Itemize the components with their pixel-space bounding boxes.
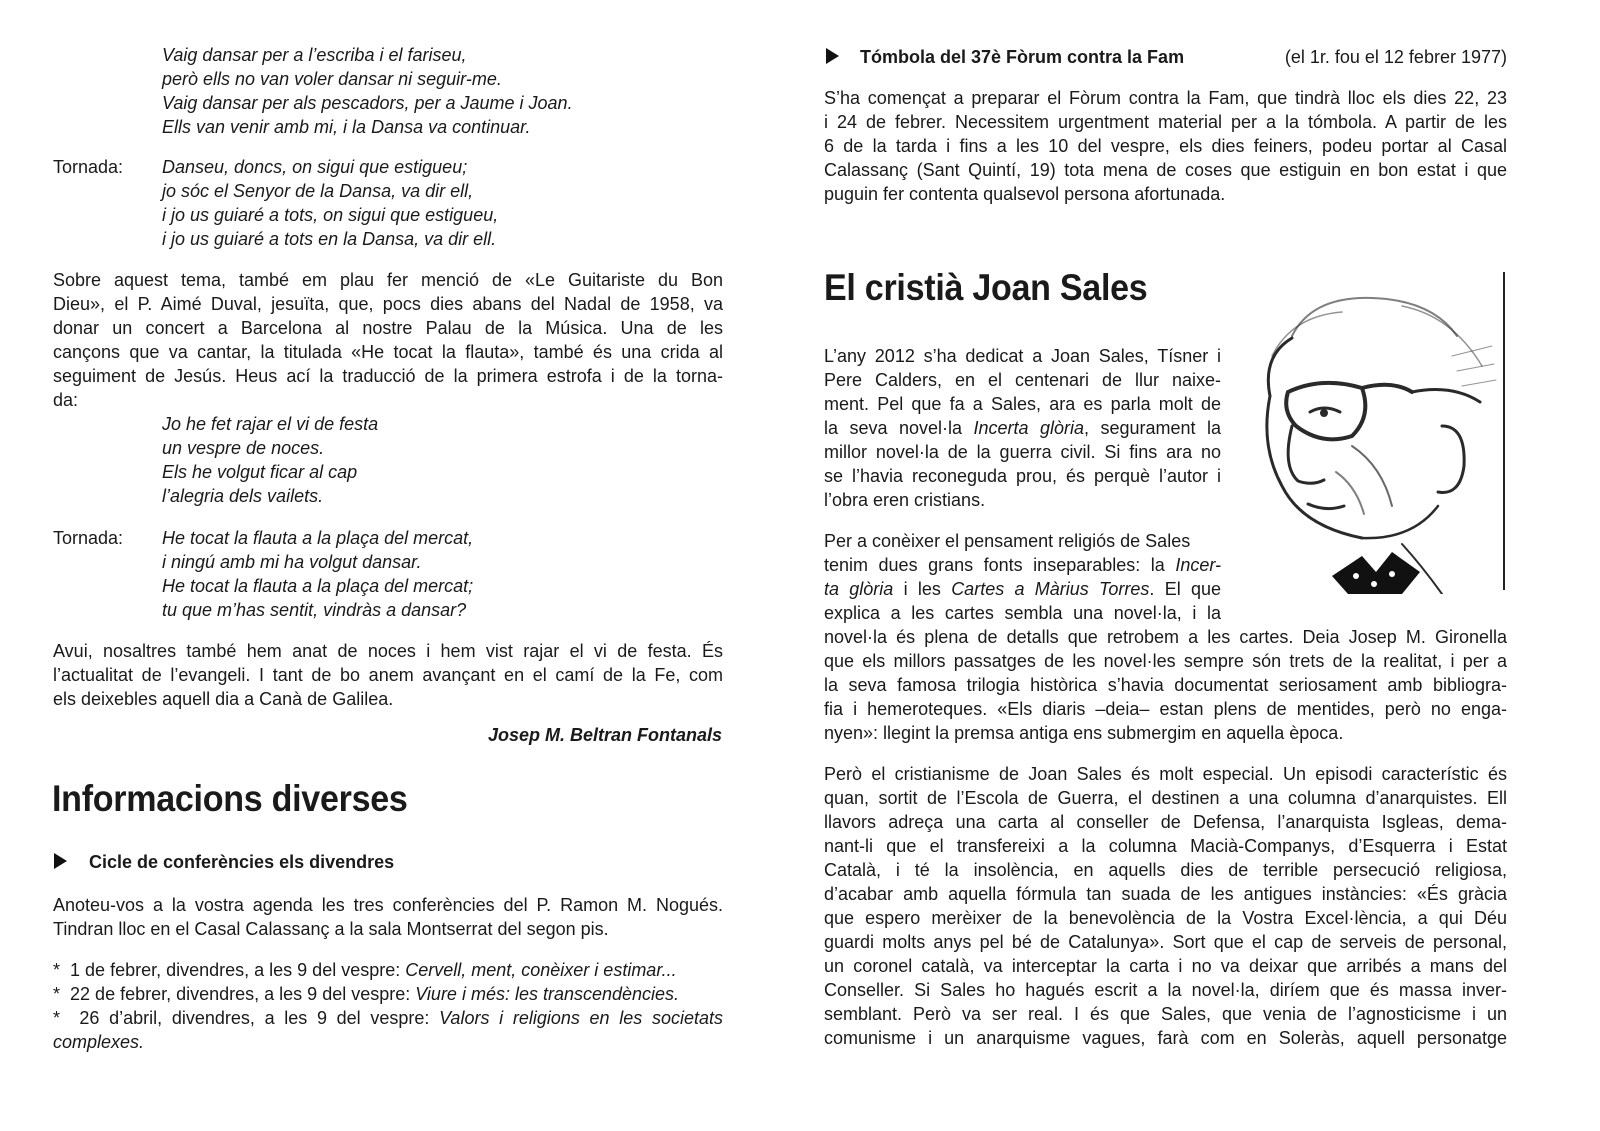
paragraph-line: Però el cristianisme de Joan Sales és molt especial. Un episodi característic és <box>824 764 1507 784</box>
paragraph-line: els deixebles aquell dia a Canà de Galilea. <box>53 689 394 709</box>
verse-line: Vaig dansar per a l’escriba i el fariseu, <box>162 45 467 65</box>
paragraph-line: l’actualitat de l’evangeli. I tant de bo anem avançant en el camí de la Fe, com <box>53 665 723 685</box>
paragraph-line: millor novel·la de la guerra civil. Si fins ara no <box>824 442 1221 462</box>
verse-line: i jo us guiaré a tots, on sigui que estigueu, <box>162 205 499 225</box>
list-item-continuation: complexes. <box>53 1032 145 1052</box>
portrait-sketch <box>1252 276 1500 594</box>
bullet-mark: * <box>53 1008 61 1028</box>
list-item <box>53 983 723 1005</box>
paragraph-line: da: <box>53 390 79 410</box>
paragraph-line: Tindran lloc en el Casal Calassanç a la sala Montserrat del segon pis. <box>53 919 609 939</box>
paragraph-line: nyen»: llegint la premsa antiga ens submergim en aquella època. <box>824 723 1344 743</box>
paragraph-line: S’ha començat a preparar el Fòrum contra la Fam, que tindrà lloc els dies 22, 23 <box>824 88 1507 108</box>
text-run: i les <box>893 579 952 599</box>
verse-line: i ningú amb mi ha volgut dansar. <box>162 552 422 572</box>
bullet-mark: * <box>53 960 61 980</box>
portrait-photo <box>1252 276 1500 594</box>
paragraph-line <box>824 578 1221 600</box>
text-run: la seva novel·la <box>824 418 974 438</box>
arrow-right-icon <box>54 853 67 869</box>
text-run: tenim dues grans fonts inseparables: la <box>824 555 1176 575</box>
verse-line: l’alegria dels vailets. <box>162 486 324 506</box>
paragraph-line: Conseller. Si Sales ho hagués escrit a la novel·la, diríem que és massa inver- <box>824 980 1507 1000</box>
paragraph-line: semblant. Però va ser real. I és que Sales, que venia de l’agnosticisme i un <box>824 1004 1507 1024</box>
paragraph-line: i 24 de febrer. Necessitem urgentment material per a la tómbola. A partir de les <box>824 112 1507 132</box>
bullet-title: Cervell, ment, conèixer i estimar... <box>405 960 677 980</box>
photo-frame-rule <box>1503 272 1505 590</box>
section-title: Informacions diverses <box>52 778 408 819</box>
paragraph-line: guardi molts anys pel bé de Catalunya». Sort que el cap de serveis de personal, <box>824 932 1507 952</box>
verse-line: Jo he fet rajar el vi de festa <box>162 414 379 434</box>
paragraph-line: Català, i té la insolència, en aquells dies de terrible persecució religiosa, <box>824 860 1507 880</box>
cicle-heading: Cicle de conferències els divendres <box>89 852 395 872</box>
book-title: Incerta glòria <box>973 418 1084 438</box>
paragraph-line: cançons que va cantar, la titulada «He tocat la flauta», també és una crida al <box>53 342 723 362</box>
paragraph-line: se l’havia reconeguda prou, és perquè l’autor i <box>824 466 1221 486</box>
article-title: El cristià Joan Sales <box>824 267 1148 308</box>
bullet-text: 1 de febrer, divendres, a les 9 del vespre: <box>70 960 406 980</box>
verse-line: Els he volgut ficar al cap <box>162 462 358 482</box>
bullet-text: 26 d’abril, divendres, a les 9 del vespre: <box>79 1008 440 1028</box>
book-title: ta glòria <box>824 579 894 599</box>
paragraph-line: Anoteu-vos a la vostra agenda les tres conferències del P. Ramon M. Nogués. <box>53 895 723 915</box>
paragraph-line: Dieu», el P. Aimé Duval, jesuïta, que, pocs dies abans del Nadal de 1958, va <box>53 294 723 314</box>
paragraph-line: novel·la és plena de detalls que retrobem a les cartes. Deia Josep M. Gironella <box>824 627 1507 647</box>
verse-line: Ells van venir amb mi, i la Dansa va continuar. <box>162 117 531 137</box>
book-title: Incer- <box>1175 555 1221 575</box>
paragraph-line: Avui, nosaltres també hem anat de noces i hem vist rajar el vi de festa. És <box>53 641 723 661</box>
verse-line: i jo us guiaré a tots en la Dansa, va dir ell. <box>162 229 497 249</box>
verse-line: Vaig dansar per als pescadors, per a Jaume i Joan. <box>162 93 573 113</box>
verse-line: tu que m’has sentit, vindràs a dansar? <box>162 600 467 620</box>
verse-line: un vespre de noces. <box>162 438 325 458</box>
paragraph-line <box>824 554 1221 576</box>
list-item <box>53 1007 723 1029</box>
paragraph-line: comunisme i un anarquisme vagues, farà com en Soleràs, aquell personatge <box>824 1028 1507 1048</box>
book-title: Cartes a Màrius Torres <box>951 579 1150 599</box>
paragraph-line: llavors adreça una carta al conseller de Defensa, l’anarquista Isgleas, dema- <box>824 812 1507 832</box>
paragraph-line: la seva famosa trilogia històrica s’havia documentat seriosament amb bibliogra- <box>824 675 1507 695</box>
paragraph-line: donar un concert a Barcelona al nostre Palau de la Música. Una de les <box>53 318 723 338</box>
paragraph-line: seguiment de Jesús. Heus ací la traducció de la primera estrofa i de la torna- <box>53 366 723 386</box>
tornada-label: Tornada: <box>53 157 124 177</box>
tombola-heading: Tómbola del 37è Fòrum contra la Fam <box>860 47 1185 67</box>
bullet-text: 22 de febrer, divendres, a les 9 del vespre: <box>70 984 416 1004</box>
list-item <box>53 959 723 981</box>
paragraph-line: Sobre aquest tema, també em plau fer menció de «Le Guitariste du Bon <box>53 270 723 290</box>
verse-line: però ells no van voler dansar ni seguir-me. <box>162 69 502 89</box>
text-run: , segurament la <box>1084 418 1221 438</box>
bullet-title: Viure i més: les transcendències. <box>415 984 680 1004</box>
author-signature: Josep M. Beltran Fontanals <box>487 725 722 745</box>
paragraph-line: 6 de la tarda i fins a les 10 del vespre, els dies feiners, podeu portar al Casal <box>824 136 1507 156</box>
paragraph-line: Per a conèixer el pensament religiós de Sales <box>824 531 1191 551</box>
paragraph-line: ment. Pel que fa a Sales, ara es parla molt de <box>824 394 1221 414</box>
paragraph-line: L’any 2012 s’ha dedicat a Joan Sales, Tísner i <box>824 346 1221 366</box>
paragraph-line: Calassanç (Sant Quintí, 19) tota mena de coses que estiguin en bon estat i que <box>824 160 1507 180</box>
paragraph-line: fia i hemeroteques. «Els diaris –deia– estan plens de mentides, però no enga- <box>824 699 1507 719</box>
verse-line: Danseu, doncs, on sigui que estigueu; <box>162 157 468 177</box>
tornada-label: Tornada: <box>53 528 124 548</box>
paragraph-line: Pere Calders, en el centenari de llur naixe- <box>824 370 1221 390</box>
paragraph-line: puguin fer contenta qualsevol persona afortunada. <box>824 184 1226 204</box>
verse-line: He tocat la flauta a la plaça del mercat; <box>162 576 474 596</box>
bullet-mark: * <box>53 984 61 1004</box>
verse-line: jo sóc el Senyor de la Dansa, va dir ell, <box>162 181 474 201</box>
paragraph-line: l’obra eren cristians. <box>824 490 986 510</box>
text-run: . El que <box>1149 579 1222 599</box>
paragraph-line: explica a les cartes sembla una novel·la, i la <box>824 603 1221 623</box>
paragraph-line: nant-li que el transfereixi a la columna Macià-Companys, d’Esquerra i Estat <box>824 836 1507 856</box>
tombola-note: (el 1r. fou el 12 febrer 1977) <box>1284 47 1507 67</box>
paragraph-line: d’acabar amb aquella fórmula tan suada de les antigues instàncies: «És gràcia <box>824 884 1507 904</box>
arrow-right-icon <box>826 48 839 64</box>
paragraph-line: un coronel català, va interceptar la carta i no va deixar que arribés a mans del <box>824 956 1507 976</box>
paragraph-line: quan, sortit de l’Escola de Guerra, el destinen a una columna d’anarquistes. Ell <box>824 788 1507 808</box>
paragraph-line <box>824 417 1221 439</box>
verse-line: He tocat la flauta a la plaça del mercat, <box>162 528 474 548</box>
paragraph-line: que espero merèixer de la benevolència de la Vostra Excel·lència, a qui Déu <box>824 908 1507 928</box>
bullet-title: Valors i religions en les societats <box>439 1008 723 1028</box>
paragraph-line: que els millors passatges de les novel·les sempre són trets de la realitat, i per a <box>824 651 1507 671</box>
